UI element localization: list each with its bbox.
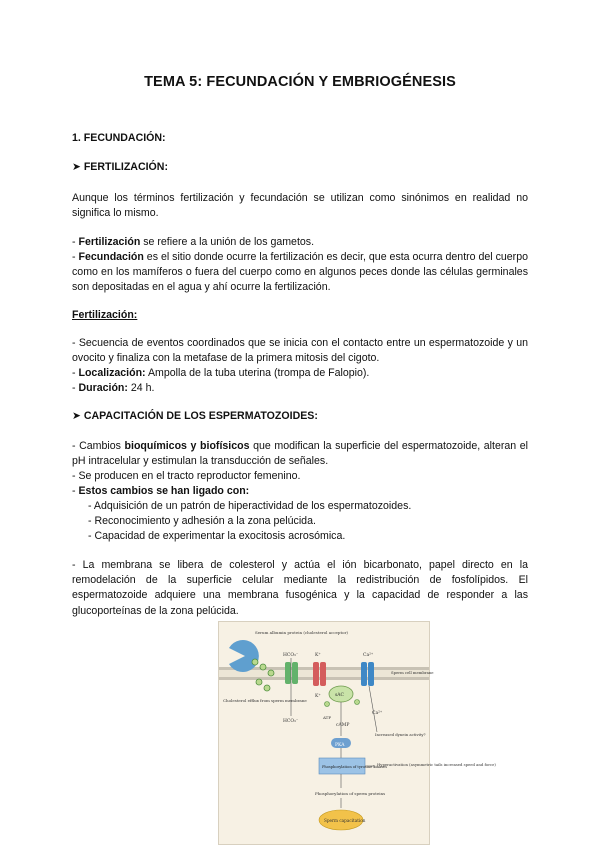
calcium-arrow	[369, 686, 377, 732]
fecundacion-text: es el sitio donde ocurre la fertilización es decir, que esta ocurra dentro del cuerpo como en los mamíferos o fuera del cuerpo como en algunos peces donde las células germinales son depositadas en el agua y ahí ocurre la fertilización.	[72, 251, 528, 294]
label-sac: sAC	[335, 693, 345, 698]
tracto-line: - Se producen en el tracto reproductor femenino.	[72, 470, 301, 482]
calcium-channel-icon	[361, 662, 367, 686]
capacitation-figure	[218, 621, 496, 845]
duracion-line: - Duración: 24 h.	[72, 382, 155, 394]
potassium-channel-icon	[313, 662, 319, 686]
label-k-top: K⁺	[315, 653, 321, 658]
bicarbonate-channel-icon	[285, 662, 291, 684]
capacitation-diagram	[219, 622, 496, 844]
cholesterol-molecule-icon	[256, 679, 262, 685]
label-hco3-top: HCO₃⁻	[283, 653, 299, 658]
label-pka: PKA	[335, 743, 345, 748]
label-ca-top: Ca²⁺	[363, 653, 374, 658]
cambios-pre: - Cambios	[72, 440, 125, 452]
label-cholesterol: Cholesterol efflux from sperm membrane	[223, 698, 307, 703]
localizacion-text: Ampolla de la tuba uterina (trompa de Falopio).	[145, 367, 370, 379]
bicarbonate-channel-icon	[292, 662, 298, 684]
fertilizacion-definition: - Fertilización se refiere a la unión de los gametos.	[72, 236, 315, 248]
label-camp: cAMP	[336, 723, 350, 728]
ligado-line: - Estos cambios se han ligado con:	[72, 485, 250, 497]
duracion-text: 24 h.	[127, 382, 155, 394]
fecundacion-definition: - Fecundación es el sitio donde ocurre la fertilización es decir, que esta ocurra dentro del cuerpo como en los mamíferos o fuera del cuerpo como en algunos peces donde las células germinales son depositadas en el agua y ahí ocurre la fertilización.	[72, 251, 528, 294]
section-heading-fecundacion: 1. FECUNDACIÓN:	[72, 132, 166, 144]
fertilizacion-heading: Fertilización:	[72, 309, 138, 321]
cholesterol-molecule-icon	[252, 659, 258, 665]
label-hyperactivation: Hyperactivation (asymmetric tails increased speed and force)	[377, 762, 496, 767]
cholesterol-molecule-icon	[268, 670, 274, 676]
ligado-label: Estos cambios se han ligado con:	[78, 485, 250, 497]
membrana-paragraph: - La membrana se libera de colesterol y actúa el ión bicarbonato, papel directo en la remodelación de la superficie celular mediante la redistribución de fosfolípidos. El espermatozoide adquiere una membrana fusogénica y la capacidad de responder a las glucoporteínas de la zona pelúcida.	[72, 559, 528, 617]
label-flagellar: Increased dynein activity?	[375, 732, 426, 737]
bicarbonate-molecule-icon	[325, 702, 330, 707]
cambios-post: que modifican la superficie del espermatozoide, alteran el pH intracelular y estimulan la transducción de señales.	[72, 440, 528, 468]
fertilizacion-text: se refiere a la unión de los gametos.	[140, 236, 315, 248]
cholesterol-molecule-icon	[264, 685, 270, 691]
localizacion-label: Localización:	[78, 367, 146, 379]
ligado-item: - Reconocimiento y adhesión a la zona pelúcida.	[88, 515, 316, 527]
fecundacion-term: Fecundación	[78, 251, 144, 263]
label-sperm-cell-membrane: Sperm cell membrane	[391, 670, 434, 675]
cambios-paragraph	[72, 439, 528, 469]
cholesterol-molecule-icon	[260, 664, 266, 670]
subheading-fertilizacion: ➤ FERTILIZACIÓN:	[72, 161, 168, 173]
ligado-item: - Capacidad de experimentar la exocitosis acrosómica.	[88, 530, 346, 542]
label-acceptor: Serum albumin protein (cholesterol acceptor)	[255, 630, 348, 635]
potassium-channel-icon	[320, 662, 326, 686]
label-atp: ATP	[323, 715, 332, 720]
duracion-label: Duración:	[78, 382, 128, 394]
label-phospho-sperm: Phosphorylation of sperm proteins	[315, 791, 386, 796]
label-phospho-box: Phosphorylation of tyrosine kinases	[322, 765, 387, 769]
label-hco3-in: HCO₃⁻	[283, 719, 299, 724]
label-k-in: K⁺	[315, 694, 321, 699]
fertilizacion-term: Fertilización	[78, 236, 141, 248]
subheading-capacitacion: ➤ CAPACITACIÓN DE LOS ESPERMATOZOIDES:	[72, 410, 318, 422]
ligado-item: - Adquisición de un patrón de hiperactividad de los espermatozoides.	[88, 500, 412, 512]
calcium-channel-icon	[368, 662, 374, 686]
fertilizacion-sequence: - Secuencia de eventos coordinados que se inicia con el contacto entre un espermatozoide y un ovocito y finaliza con la metafase de la primera mitosis del cigoto.	[72, 337, 528, 365]
bicarbonate-molecule-icon	[355, 700, 360, 705]
label-ca-in: Ca²⁺	[372, 711, 383, 716]
intro-paragraph: Aunque los términos fertilización y fecundación se utilizan como sinónimos en realidad no significa lo mismo.	[72, 192, 528, 220]
page-title: TEMA 5: FECUNDACIÓN Y EMBRIOGÉNESIS	[144, 74, 456, 90]
cambios-bold: bioquímicos y biofísicos	[124, 440, 250, 452]
label-sperm-capacitation: Sperm capacitation	[324, 818, 366, 823]
localizacion-line: - Localización: Ampolla de la tuba uterina (trompa de Falopio).	[72, 367, 370, 379]
